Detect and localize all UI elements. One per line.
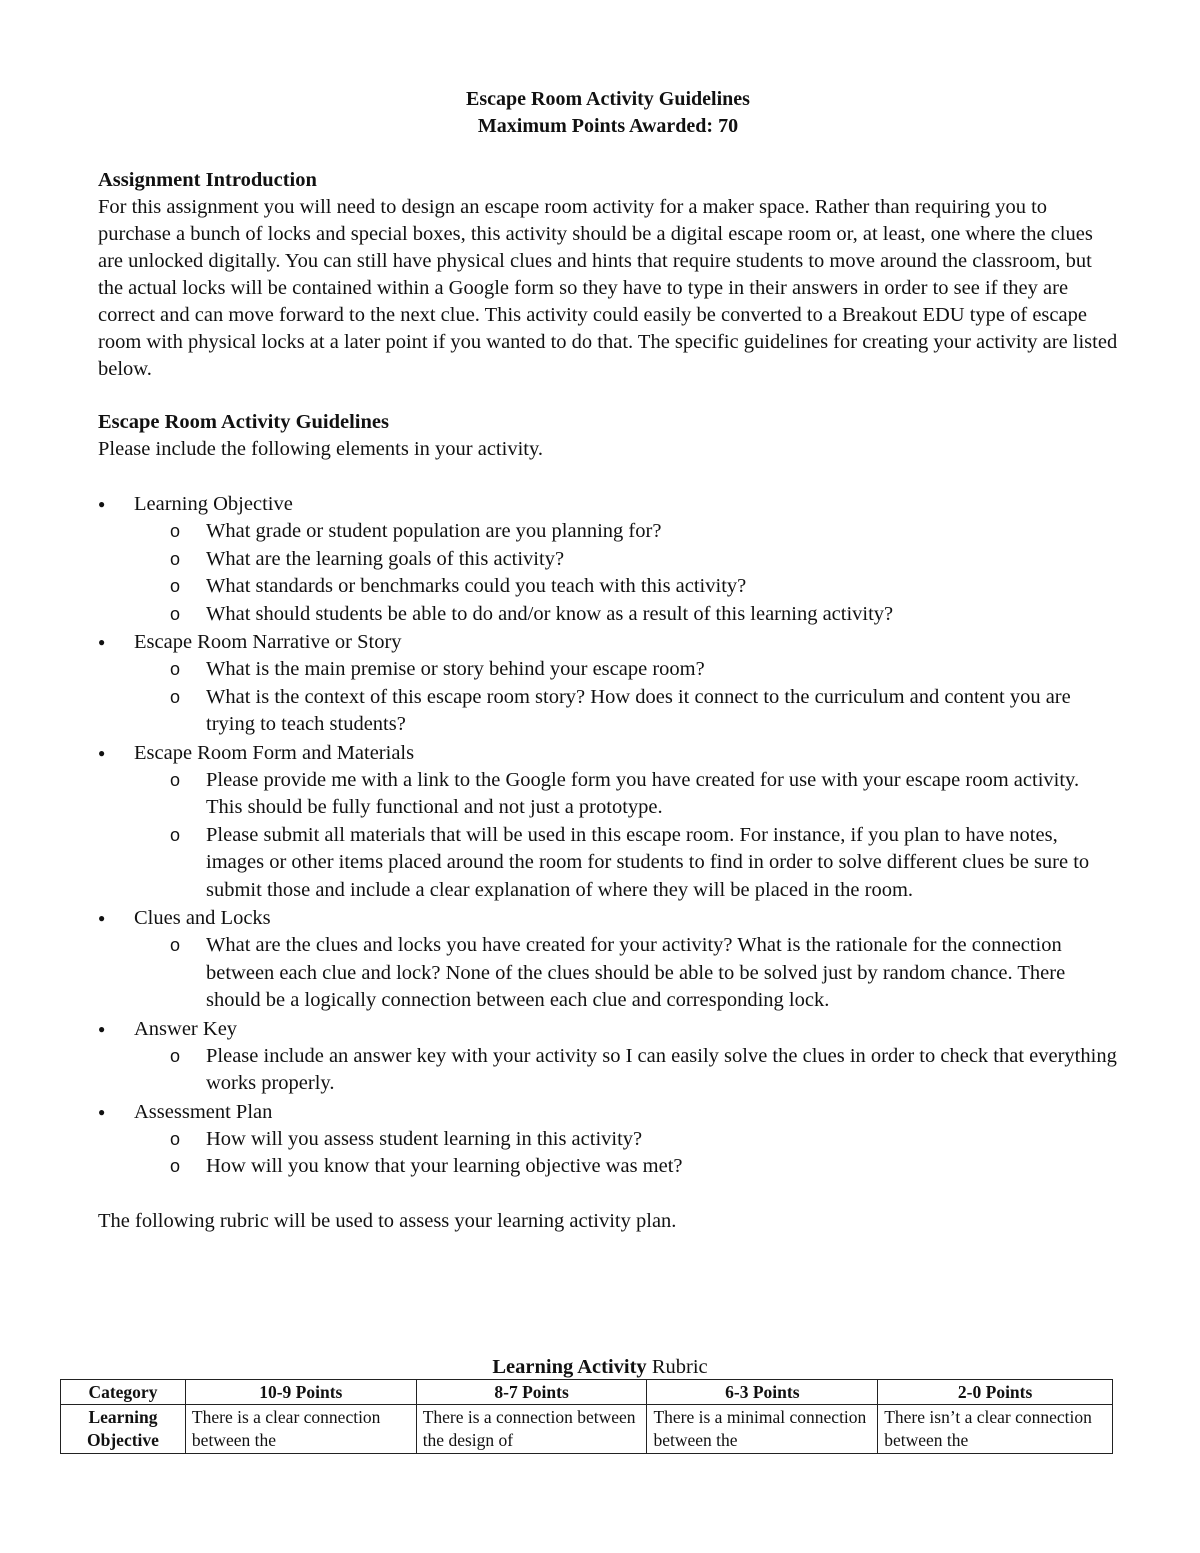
list-item — [98, 1098, 1118, 1181]
sub-item: o Please include an answer key with your activity so I can easily solve the clues in order to check that everything works properly. — [98, 1043, 1118, 1098]
list-item — [98, 904, 1118, 1015]
bullet-label: Learning Objective — [134, 493, 293, 515]
bullet-label: Clues and Locks — [134, 907, 271, 929]
sub-item: o How will you know that your learning objective was met? — [98, 1153, 1118, 1181]
intro-heading: Assignment Introduction — [98, 169, 317, 191]
table-cell: There isn’t a clear connection between the — [878, 1405, 1113, 1454]
table-cell: There is a connection between the design of — [416, 1405, 647, 1454]
document-subtitle: Maximum Points Awarded: 70 — [477, 115, 739, 137]
bullet-label: Escape Room Form and Materials — [134, 741, 415, 764]
sub-item: o What should students be able to do and/or know as a result of this learning activity? — [98, 601, 1118, 629]
document-title: Escape Room Activity Guidelines — [466, 88, 750, 110]
bullet-label: Answer Key — [134, 1017, 238, 1040]
table-cell: There is a clear connection between the — [185, 1405, 416, 1454]
guidelines-list — [98, 490, 1118, 1181]
rubric-title-rest: Rubric — [646, 1356, 708, 1378]
sub-item: o What is the context of this escape room story? How does it connect to the curriculum and content you are trying to teach students? — [98, 684, 1118, 739]
sub-item: o Please submit all materials that will be used in this escape room. For instance, if you plan to have notes, images or other items placed around the room for students to find in order to solve different clues be sure to submit those and include a clear explanation of where they will be placed in the room. — [98, 822, 1118, 905]
sub-item: o What are the learning goals of this activity? — [98, 546, 1118, 574]
document-page — [98, 86, 1118, 1235]
table-cell-category: Learning Objective — [61, 1405, 186, 1454]
sub-item: o Please provide me with a link to the Google form you have created for use with your escape room activity. This should be fully functional and not just a prototype. — [98, 767, 1118, 822]
guidelines-heading: Escape Room Activity Guidelines — [98, 411, 389, 433]
sub-item: o What standards or benchmarks could you teach with this activity? — [98, 573, 1118, 601]
column-header: Category — [61, 1380, 186, 1405]
bullet-label: Escape Room Narrative or Story — [134, 631, 402, 653]
sub-item: o What are the clues and locks you have created for your activity? What is the rationale for the connection between each clue and lock? None of the clues should be able to be solved just by random chance. There should be a logically connection between each clue and corresponding lock. — [98, 932, 1118, 1015]
list-item — [98, 739, 1118, 905]
bullet-label: Assessment Plan — [134, 1100, 273, 1123]
rubric-table — [60, 1379, 1113, 1454]
rubric-title — [0, 1354, 1200, 1381]
list-item — [98, 628, 1118, 739]
list-item — [98, 490, 1118, 628]
rubric-intro: The following rubric will be used to assess your learning activity plan. — [98, 1209, 677, 1232]
sub-item: o How will you assess student learning in this activity? — [98, 1126, 1118, 1154]
sub-item: o What is the main premise or story behind your escape room? — [98, 656, 1118, 684]
guidelines-intro: Please include the following elements in your activity. — [98, 438, 544, 460]
table-header-row — [61, 1380, 1113, 1405]
rubric-title-bold: Learning Activity — [492, 1356, 647, 1378]
sub-item: o What grade or student population are you planning for? — [98, 518, 1118, 546]
table-row — [61, 1405, 1113, 1454]
column-header: 6-3 Points — [647, 1380, 878, 1405]
column-header: 8-7 Points — [416, 1380, 647, 1405]
column-header: 10-9 Points — [185, 1380, 416, 1405]
column-header: 2-0 Points — [878, 1380, 1113, 1405]
list-item — [98, 1015, 1118, 1098]
table-cell: There is a minimal connection between the — [647, 1405, 878, 1454]
intro-paragraph: For this assignment you will need to design an escape room activity for a maker space. Rather than requiring you to purchase a bunch of locks and special boxes, this activity should be a digital escape room or, at least, one where the clues are unlocked digitally. You can still have physical clues and hints that require students to move around the classroom, but the actual locks will be contained within a Google form so they have to type in their answers in order to see if they are correct and can move forward to the next clue. This activity could easily be converted to a Breakout EDU type of escape room with physical locks at a later point if you wanted to do that. The specific guidelines for creating your activity are listed below. — [98, 196, 1118, 380]
